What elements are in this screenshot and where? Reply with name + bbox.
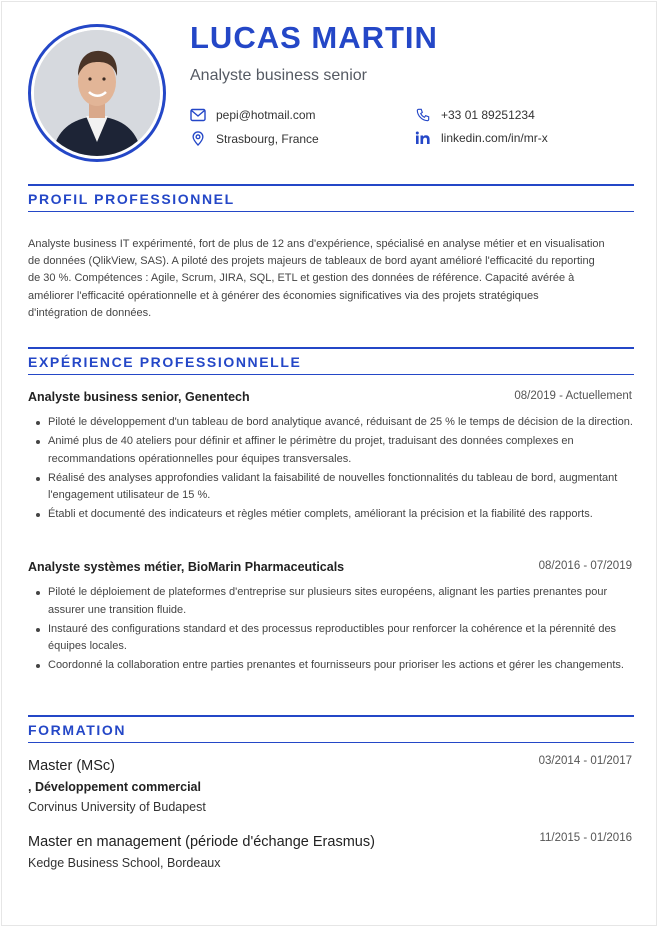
mail-icon: [190, 108, 206, 122]
education-school: Corvinus University of Budapest: [28, 800, 206, 814]
phone-text: +33 01 89251234: [441, 108, 535, 122]
education-dates: 11/2015 - 01/2016: [539, 832, 632, 844]
list-item: Animé plus de 40 ateliers pour définir et affiner le périmètre du projet, traduisant des données complexes en recommandations opérationnelles pour équipes transversales.: [28, 433, 634, 468]
section-title: FORMATION: [28, 722, 127, 738]
profile-summary: [28, 236, 634, 322]
linkedin-text: linkedin.com/in/mr-x: [441, 131, 548, 145]
summary-line: améliorer l'efficacité opérationnelle et à générer des économies significatives via des projets stratégiques: [28, 289, 539, 302]
list-item: Établi et documenté des indicateurs et règles métier complets, améliorant la précision et la fiabilité des rapports.: [28, 506, 634, 524]
location-pin-icon: [190, 131, 206, 146]
job-title: Analyste business senior, Genentech: [28, 390, 250, 404]
job-bullets: [28, 414, 634, 525]
list-item: Piloté le déploiement de plateformes d'entreprise sur plusieurs sites européens, alignant les parties prenantes pour assurer une transition fluide.: [28, 584, 634, 619]
list-item: Réalisé des analyses approfondies validant la faisabilité de nouvelles fonctionnalités du tableau de bord, augmentant l'engagement utilisateur de 15 %.: [28, 470, 634, 505]
resume-page: [1, 1, 657, 926]
job-bullets: [28, 584, 634, 676]
section-experience-header: [28, 347, 634, 375]
job-title: Analyste systèmes métier, BioMarin Pharmaceuticals: [28, 560, 345, 574]
education-field: , Développement commercial: [28, 780, 201, 794]
job-dates: 08/2019 - Actuellement: [514, 390, 632, 402]
contact-location: [190, 131, 319, 146]
list-item: Coordonné la collaboration entre parties prenantes et fournisseurs pour prioriser les actions et gérer les changements.: [28, 657, 634, 675]
education-degree: Master (MSc): [28, 758, 115, 774]
list-item: Instauré des configurations standard et des processus reproductibles pour renforcer la cohérence et la pérennité des équipes locales.: [28, 621, 634, 656]
contact-email[interactable]: [190, 108, 316, 122]
candidate-role: Analyste business senior: [190, 67, 367, 84]
summary-line: de 30 %. Compétences : Agile, Scrum, JIRA, SQL, ETL et gestion des données de référence. Capacité avérée à: [28, 272, 575, 285]
contact-linkedin[interactable]: [415, 131, 548, 145]
section-profile-header: [28, 184, 634, 212]
education-dates: 03/2014 - 01/2017: [538, 755, 632, 767]
education-degree: Master en management (période d'échange Erasmus): [28, 834, 375, 850]
summary-line: d'intégration de données.: [28, 306, 152, 319]
section-title: EXPÉRIENCE PROFESSIONNELLE: [28, 354, 302, 370]
education-school: Kedge Business School, Bordeaux: [28, 856, 221, 870]
phone-icon: [415, 108, 431, 122]
section-education-header: [28, 715, 634, 743]
list-item: Piloté le développement d'un tableau de bord analytique avancé, réduisant de 25 % le temps de décision de la direction.: [28, 414, 634, 432]
portrait-illustration: [34, 30, 160, 156]
profile-photo: [28, 24, 166, 162]
section-title: PROFIL PROFESSIONNEL: [28, 191, 235, 207]
resume-header: [2, 2, 656, 177]
email-text: pepi@hotmail.com: [216, 108, 316, 122]
candidate-name: LUCAS MARTIN: [190, 20, 438, 55]
linkedin-icon: [415, 131, 431, 145]
summary-line: Analyste business IT expérimenté, fort de plus de 12 ans d'expérience, spécialisé en analyse métier et en visualisation: [28, 238, 605, 250]
location-text: Strasbourg, France: [216, 131, 319, 146]
contact-phone[interactable]: [415, 108, 535, 122]
summary-line: de données (QlikView, SAS). A piloté des projets majeurs de tableaux de bord ayant amélioré l'efficacité du reporting: [28, 255, 595, 268]
job-dates: 08/2016 - 07/2019: [538, 560, 632, 572]
